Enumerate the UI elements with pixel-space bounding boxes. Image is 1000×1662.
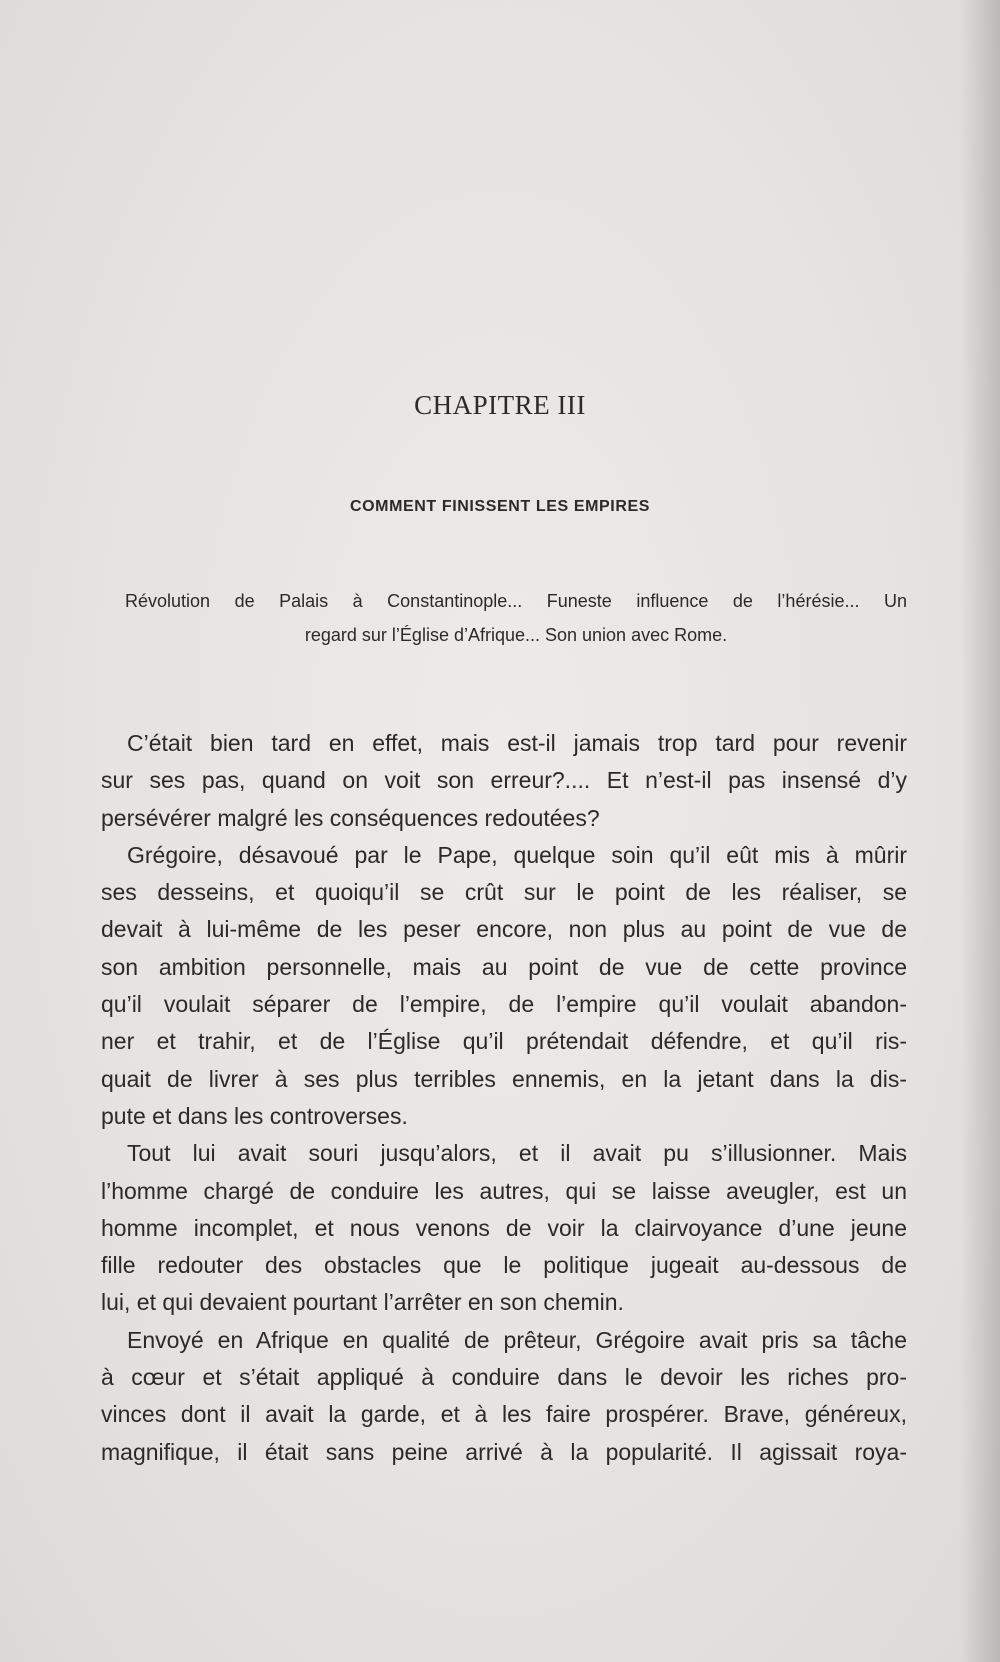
body-line: homme incomplet, et nous venons de voir la clairvoyance d’une jeune (101, 1214, 907, 1241)
body-line: à cœur et s’était appliqué à conduire dans le devoir les riches pro- (101, 1364, 907, 1391)
summary-line: regard sur l’Église d’Afrique... Son union avec Rome. (304, 625, 728, 645)
body-line: lui, et qui devaient pourtant l’arrêter en son chemin. (101, 1289, 624, 1316)
body-line: ner et trahir, et de l’Église qu’il prétendait défendre, et qu’il ris- (101, 1028, 907, 1055)
body-line: Envoyé en Afrique en qualité de prêteur, Grégoire avait pris sa tâche (127, 1326, 907, 1353)
chapter-subtitle: COMMENT FINISSENT LES EMPIRES (349, 498, 651, 515)
body-line: Grégoire, désavoué par le Pape, quelque soin qu’il eût mis à mûrir (127, 841, 907, 868)
body-line: magnifique, il était sans peine arrivé à la popularité. Il agissait roya- (101, 1438, 907, 1465)
body-line: ses desseins, et quoiqu’il se crût sur le point de les réaliser, se (101, 879, 907, 906)
chapter-title: CHAPITRE III (414, 390, 586, 420)
body-line: pute et dans les controverses. (101, 1102, 408, 1129)
body-line: devait à lui-même de les peser encore, non plus au point de vue de (101, 916, 907, 943)
body-line: qu’il voulait séparer de l’empire, de l’empire qu’il voulait abandon- (101, 991, 907, 1018)
body-line: Tout lui avait souri jusqu’alors, et il avait pu s’illusionner. Mais (127, 1140, 907, 1167)
body-line: C’était bien tard en effet, mais est-il jamais trop tard pour revenir (127, 730, 907, 756)
summary-line: Révolution de Palais à Constantinople... Funeste influence de l’hérésie... Un (125, 591, 907, 611)
body-line: quait de livrer à ses plus terribles ennemis, en la jetant dans la dis- (101, 1065, 907, 1092)
page-edge-shadow (960, 0, 1000, 1662)
body-line: fille redouter des obstacles que le politique jugeait au-dessous de (101, 1252, 907, 1279)
body-line: son ambition personnelle, mais au point de vue de cette province (101, 953, 907, 980)
body-line: vinces dont il avait la garde, et à les faire prospérer. Brave, généreux, (101, 1401, 907, 1428)
chapter-body (101, 725, 907, 1471)
body-line: sur ses pas, quand on voit son erreur?.... Et n’est-il pas insensé d’y (101, 767, 907, 794)
body-line: persévérer malgré les conséquences redoutées? (101, 804, 600, 831)
chapter-summary (125, 584, 907, 652)
body-line: l’homme chargé de conduire les autres, qui se laisse aveugler, est un (101, 1177, 907, 1204)
